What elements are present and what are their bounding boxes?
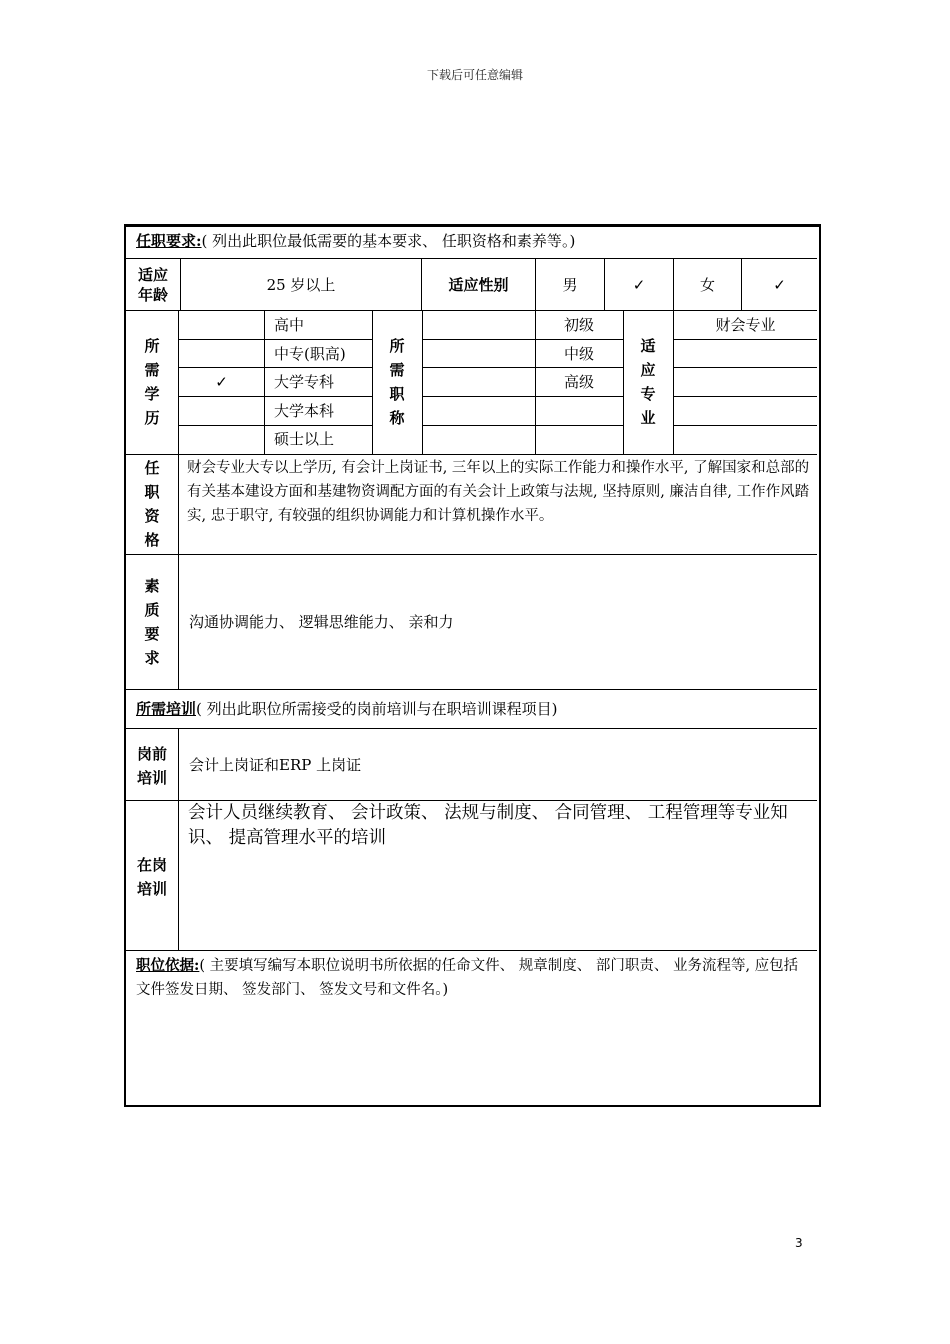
- col-divider: [178, 728, 179, 950]
- row-divider: [126, 310, 817, 311]
- training-note: ( 列出此职位所需接受的岗前培训与在职培训课程项目): [196, 700, 558, 718]
- major-label-char: 专: [640, 385, 656, 403]
- row-divider: [126, 950, 817, 951]
- title-level: 中级: [564, 345, 595, 363]
- requirements-label: 任职要求:: [136, 232, 202, 250]
- cell-divider: [422, 339, 623, 340]
- education-check-icon: ✓: [215, 373, 228, 391]
- cell-divider: [422, 425, 623, 426]
- major-value: 财会专业: [715, 316, 776, 334]
- male-check-icon: ✓: [632, 276, 646, 294]
- col-divider: [178, 454, 179, 689]
- major-label-char: 应: [640, 361, 656, 379]
- female-check-icon: ✓: [773, 276, 786, 294]
- age-label-line2: 年龄: [137, 286, 168, 304]
- qualification-label-char: 格: [144, 531, 160, 549]
- cell-divider: [422, 367, 623, 368]
- age-value: 25 岁以上: [266, 276, 336, 294]
- requirements-note: ( 列出此职位最低需要的基本要求、 任职资格和素养等。): [201, 232, 576, 250]
- title-level: 高级: [564, 373, 595, 391]
- education-level: 大学专科: [274, 373, 335, 391]
- training-label: 所需培训: [136, 700, 197, 718]
- pre-training-text: 会计上岗证和ERP 上岗证: [189, 756, 362, 774]
- quality-label-char: 求: [144, 649, 160, 667]
- col-divider: [623, 310, 624, 454]
- pre-training-label: [126, 742, 178, 790]
- education-label-char: 历: [144, 409, 160, 427]
- education-level: 硕士以上: [274, 430, 335, 448]
- col-divider: [535, 310, 536, 454]
- quality-label-char: 要: [144, 625, 160, 643]
- col-divider: [264, 310, 265, 454]
- qualification-text: 财会专业大专以上学历, 有会计上岗证书, 三年以上的实际工作能力和操作水平, 了解国家和总部的有关基本建设方面和基建物资调配方面的有关会计上政策与法规, 坚持原则, 廉洁自律, 工作作风踏实, 忠于职守, 有较强的组织协调能力和计算机操作水平。: [187, 460, 810, 524]
- on-training-text: 会计人员继续教育、 会计政策、 法规与制度、 合同管理、 工程管理等专业知识、 提高管理水平的培训: [188, 803, 788, 848]
- cell-divider: [422, 396, 623, 397]
- age-label-line1: 适应: [137, 266, 168, 284]
- quality-label: [132, 574, 172, 670]
- title-label-char: 称: [389, 409, 405, 427]
- title-label-char: 需: [389, 361, 405, 379]
- qualification-label-char: 任: [144, 459, 160, 477]
- cell-divider: [673, 339, 817, 340]
- gender-female: 女: [699, 276, 715, 294]
- education-label: [132, 334, 172, 430]
- title-level: 初级: [564, 316, 595, 334]
- col-divider: [372, 310, 373, 454]
- education-label-char: 需: [144, 361, 160, 379]
- major-label-char: 适: [640, 337, 656, 355]
- cell-divider: [178, 367, 372, 368]
- quality-label-char: 质: [144, 601, 160, 619]
- cell-divider: [178, 396, 372, 397]
- row-divider: [126, 689, 817, 690]
- gender-label: 适应性别: [448, 276, 509, 294]
- education-label-char: 学: [144, 385, 160, 403]
- major-label-char: 业: [640, 409, 656, 427]
- row-divider: [126, 728, 817, 729]
- on-training-label-line2: 培训: [136, 880, 167, 898]
- training-header: [136, 700, 558, 718]
- row-divider: [126, 554, 817, 555]
- cell-divider: [178, 425, 372, 426]
- pre-training-label-line2: 培训: [136, 769, 167, 787]
- age-label: [126, 265, 180, 305]
- page-header: 下载后可任意编辑: [426, 68, 523, 82]
- basis-block: [136, 954, 810, 1002]
- basis-note: ( 主要填写编写本职位说明书所依据的任命文件、 规章制度、 部门职责、 业务流程等, 应包括文件签发日期、 签发部门、 签发文号和文件名。): [136, 958, 799, 998]
- quality-text: 沟通协调能力、 逻辑思维能力、 亲和力: [189, 613, 454, 631]
- cell-divider: [178, 339, 372, 340]
- title-label-char: 职: [389, 385, 405, 403]
- education-label-char: 所: [144, 337, 160, 355]
- row-divider: [126, 258, 817, 259]
- education-level: 大学本科: [274, 402, 335, 420]
- cell-divider: [673, 396, 817, 397]
- qualification-label-char: 职: [144, 483, 160, 501]
- on-training-label: [126, 853, 178, 901]
- col-divider: [422, 310, 423, 454]
- quality-label-char: 素: [144, 577, 160, 595]
- pre-training-label-line1: 岗前: [136, 745, 167, 763]
- requirements-header: [136, 232, 575, 250]
- qualification-label: [132, 456, 172, 552]
- gender-male: 男: [562, 276, 578, 294]
- major-label: [628, 334, 668, 430]
- page-number: 3: [795, 1236, 803, 1250]
- cell-divider: [673, 367, 817, 368]
- row-divider: [126, 454, 817, 455]
- education-level: 中专(职高): [274, 345, 346, 363]
- basis-label: 职位依据:: [136, 957, 200, 974]
- title-label-char: 所: [389, 337, 405, 355]
- title-label: [377, 334, 417, 430]
- qualification-label-char: 资: [144, 507, 160, 525]
- on-training-label-line1: 在岗: [136, 856, 167, 874]
- cell-divider: [673, 425, 817, 426]
- education-level: 高中: [274, 316, 305, 334]
